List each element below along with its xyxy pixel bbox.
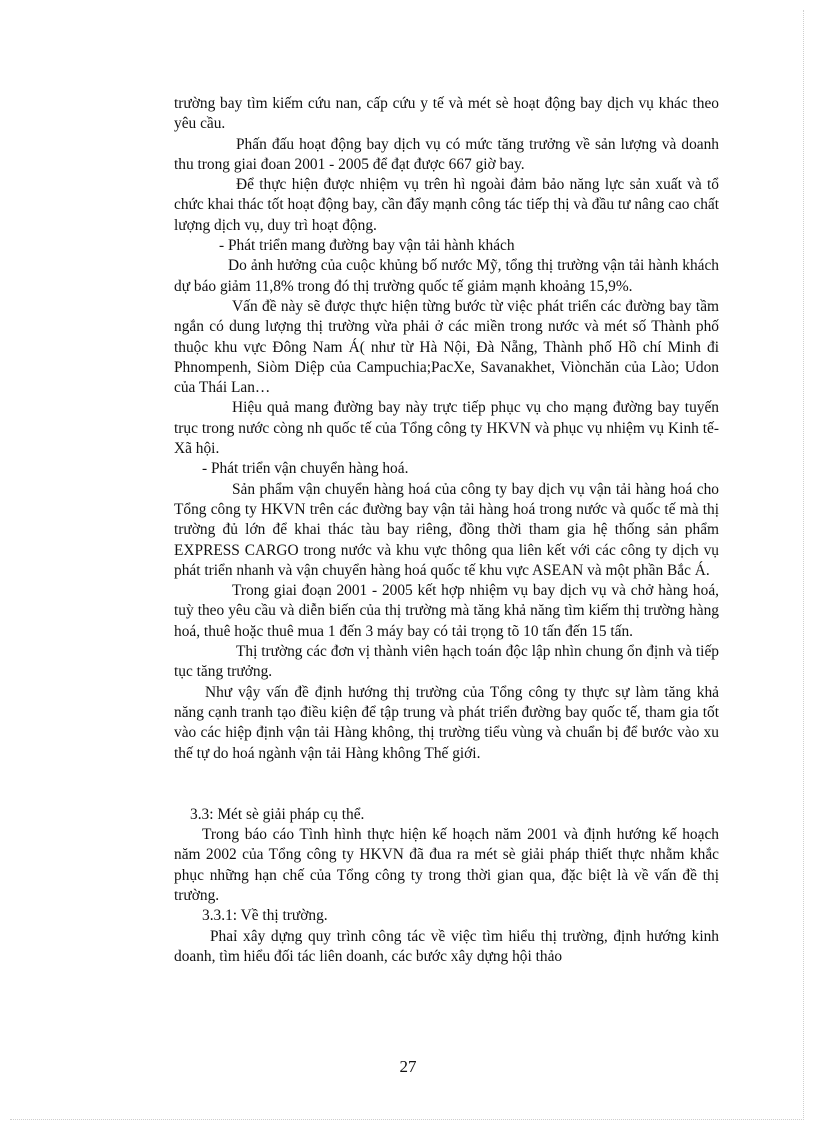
- paragraph: Phaỉ xây dựng quy trình công tác về việc tìm hiểu thị trường, định hướng kinh doanh, tìm hiểu đối tác liên doanh, các bước xây dựng hội thảo: [174, 927, 719, 965]
- paragraph: Phấn đấu hoạt động bay dịch vụ có mức tăng trưởng về sản lượng và doanh thu trong giai đoan 2001 - 2005 để đạt được 667 giờ bay.: [174, 135, 719, 173]
- paragraph: Để thực hiện được nhiệm vụ trên hì ngoài đảm bảo năng lực sản xuất và tổ chức khai thác tốt hoạt động bay, cần đẩy mạnh công tác tiếp thị và đầu tư nâng cao chất lượng dịch vụ, duy trì hoạt động.: [174, 176, 719, 234]
- subheading: - Phát triển mang đường bay vận tải hành khách: [219, 237, 515, 255]
- subsection-heading: 3.3.1: Về thị trường.: [202, 907, 328, 925]
- document-body: [174, 94, 719, 967]
- paragraph: Trong báo cáo Tình hình thực hiện kế hoạch năm 2001 và định hướng kế hoạch năm 2002 của Tổng công ty HKVN đã đua ra mét sè giải pháp thiết thực nhằm khắc phục những hạn chế của Tổng công ty trong thời gian qua, đặc biệt là về vấn đề thị trường.: [174, 826, 719, 904]
- page-number: 27: [399, 1057, 417, 1076]
- paragraph: trường bay tìm kiếm cứu nan, cấp cứu y tế và mét sè hoạt động bay dịch vụ khác theo yêu cầu.: [174, 95, 719, 133]
- paragraph: Vấn đề này sẽ được thực hiện từng bước từ việc phát triển các đường bay tầm ngắn có dung lượng thị trường vừa phải ở các miền trong nước và mét số Thành phố thuộc khu vực Đông Nam Á( như từ Hà Nội, Đà Nẵng, Thành phố Hồ chí Minh đi Phnompenh, Siòm Diệp của Campuchia;PacXe, Savanakhet, Viònchăn của Lào; Udon của Thái Lan…: [174, 297, 719, 397]
- paragraph: Do ảnh hưởng của cuộc khủng bố nước Mỹ, tổng thị trường vận tải hành khách dự báo giảm 11,8% trong đó thị trường quốc tế giảm mạnh khoảng 15,9%.: [174, 257, 719, 295]
- paragraph: Thị trường các đơn vị thành viên hạch toán độc lập nhìn chung ổn định và tiếp tục tăng trưởng.: [174, 643, 719, 681]
- section-gap: [174, 764, 719, 805]
- paragraph: Như vậy vấn đề định hướng thị trường của Tổng công ty thực sự làm tăng khả năng cạnh tranh tạo điều kiện để tập trung và phát triển đường bay quốc tế, tham gia tốt vào các hiệp định vận tải Hàng không, thị trường tiểu vùng và chuẩn bị để bước vào xu thế tự do hoá ngành vận tải Hàng không Thế giới.: [174, 683, 719, 762]
- section-heading: 3.3: Mét sè giải pháp cụ thể.: [190, 805, 365, 823]
- paragraph: Sản phẩm vận chuyển hàng hoá của công ty bay dịch vụ vận tải hàng hoá cho Tổng công ty HKVN trên các đường bay vận tải hàng hoá trong nước và quốc tế mà thị trường đủ lớn để khai thác tàu bay riêng, đồng thời tham gia hệ thống sản phẩm EXPRESS CARGO trong nước và khu vực thông qua liên kết với các công ty dịch vụ phát triển nhanh và vận chuyển hàng hoá quốc tế khu vực ASEAN và một phần Bắc Á.: [174, 480, 719, 579]
- paragraph: Trong giai đoạn 2001 - 2005 kết hợp nhiệm vụ bay dịch vụ và chở hàng hoá, tuỳ theo yêu cầu và diễn biến của thị trường mà tăng khả năng tìm kiếm thị trường hàng hoá, thuê hoặc thuê mua 1 đến 3 máy bay có tải trọng tõ 10 tấn đến 15 tấn.: [174, 582, 719, 640]
- paragraph: Hiệu quả mang đường bay này trực tiếp phục vụ cho mạng đường bay tuyến trục trong nước còng nh quốc tế của Tổng công ty HKVN và phục vụ nhiệm vụ Kinh tế- Xã hội.: [174, 399, 719, 458]
- subheading: - Phát triển vận chuyển hàng hoá.: [202, 460, 409, 478]
